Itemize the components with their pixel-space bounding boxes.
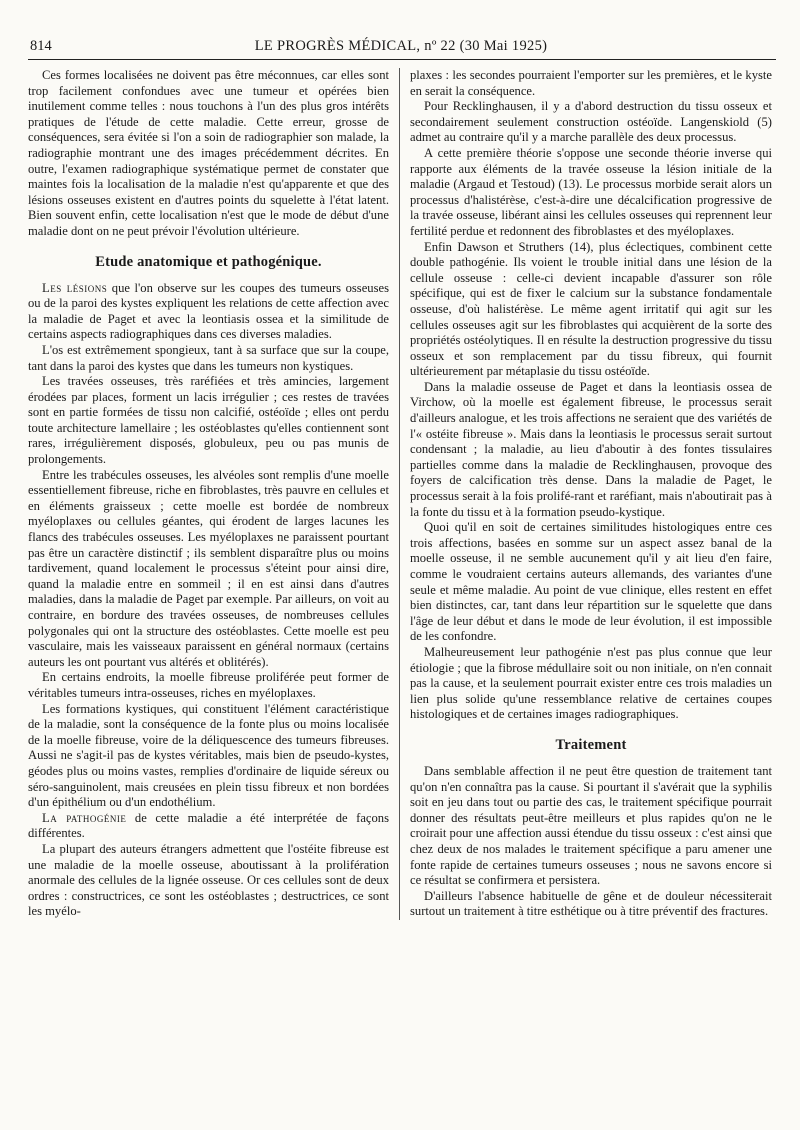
section-heading-treatment: Traitement — [555, 736, 627, 753]
right-column — [400, 68, 772, 920]
running-title: LE PROGRÈS MÉDICAL, nº 22 (30 Mai 1925) — [254, 38, 548, 54]
paragraph: La plupart des auteurs étrangers admettent que l'ostéite fibreuse est une maladie de la moelle osseuse, aboutissant à la prolifération anormale des cellules de la lignée osseuse. Or ces cellules sont de deux ordres : constructrices, ce sont les ostéoblastes ; destructrices, ce sont les myélo- — [28, 841, 389, 919]
running-header — [28, 38, 776, 60]
paragraph-continued: plaxes : les secondes pourraient l'emporter sur les premières, et le kyste en serait la conséquence. — [410, 68, 772, 98]
paragraph: Dans la maladie osseuse de Paget et dans la leontiasis ossea de Virchow, où la moelle est également fibreuse, le processus serait d'ailleurs analogue, et les trois affections ne seraient que des variétés de l'« ostéite fibreuse ». Mais dans la leontiasis le processus serait surtout condensant ; la maladie, au lieu d'aboutir à des fontes tissulaires partielles comme dans la maladie de Recklinghausen, provoque des foyers de calcification très dense. Dans la maladie de Paget, le processus serait à la fois prolifé-rant et raréfiant, mais n'aboutirait pas à la fonte du tissu et à la formation pseudo-kystique. — [410, 379, 772, 519]
paragraph: D'ailleurs l'absence habituelle de gêne et de douleur nécessiterait surtout un traitement à titre esthétique ou à titre préventif des fractures. — [410, 888, 772, 919]
paragraph: Ces formes localisées ne doivent pas être méconnues, car elles sont trop facilement confondues avec une tumeur et opérées bien inutilement comme telles : nous touchons à l'un des plus gros intérêts pratiques de l'étude de cette maladie. Cette erreur, grosse de conséquences, sera évitée si l'on a soin de radiographier son malade, la radiographie montrant une des images précédemment décrites. En outre, l'examen radiographique systématique permet de constater que maintes fois la localisation de la maladie n'est qu'apparente et que des lésions osseuses existent en d'autres points du squelette à l'état latent. Bien souvent enfin, cette localisation n'est que le mode de début d'une maladie dont on ne peut prévoir l'évolution ultérieure. — [28, 68, 389, 238]
paragraph: Pour Recklinghausen, il y a d'abord destruction du tissu osseux et secondairement seulement construction ostéoïde. Langenskiold (5) admet au contraire qu'il y a marche parallèle des deux processus. — [410, 99, 772, 145]
paragraph: Les travées osseuses, très raréfiées et très amincies, largement érodées par places, forment un lacis irrégulier ; ces restes de travées sont en partie formées de tissu non calcifié, ostéoïde ; elles ont perdu toute architecture lamellaire ; les ostéoblastes qu'elles contiennent sont rares, irrégulièrement disposés, globuleux, peu ou pas munis de prolongements. — [28, 374, 389, 467]
left-column — [28, 68, 400, 920]
lead-term-lesions: Les lésions — [42, 280, 108, 295]
section-heading-anatomy: Etude anatomique et pathogénique. — [95, 253, 322, 270]
paragraph-text: que l'on observe sur les coupes des tumeurs osseuses ou de la paroi des kystes expliquent les relations de cette affection avec la maladie de Paget et avec la leontiasis ossea et la similitude de certains aspects radiographiques dans ces diverses maladies. — [28, 280, 389, 342]
paragraph: Entre les trabécules osseuses, les alvéoles sont remplis d'une moelle essentiellement fibreuse, riche en fibroblastes, très pauvre en cellules et en éléments graisseux ; cette moelle est bordée de nombreux myéloplaxes ou cellules géantes, qui érodent de larges lacunes les flancs des trabécules osseuses. Les myéloplaxes ne paraissent pourtant pas être un caractère distinctif ; ils semblent disparaître plus ou moins tardivement, quand localement le processus s'éteint pour ainsi dire, quand la maladie entre en sommeil ; il en est ainsi dans d'autres maladies, dans la maladie de Paget par exemple. Par ailleurs, on voit au contraire, en bordure des travées osseuses, de nombreuses cellules polygonales qui ont la structure des ostéoblastes. Cette moelle est peu vasculaire, mais les vaisseaux paraissent en général normaux (certains auteurs les ont pourtant vus altérés et oblitérés). — [28, 467, 389, 669]
paragraph — [28, 281, 389, 343]
paragraph-text: de cette maladie a été interprétée de façons différentes. — [28, 810, 389, 841]
paragraph: Les formations kystiques, qui constituent l'élément caractéristique de la maladie, sont la conséquence de la fonte plus ou moins localisée de la moelle fibreuse, voire de la déliquescence des tumeurs fibreuses. Aussi ne s'agit-il pas de kystes véritables, mais bien de pseudo-kystes, géodes plus ou moins vastes, remplies d'ordinaire de liquide séreux ou séro-sanguinolent, mais creusées en plein tissu fibreux et non bordées d'un épithélium ou d'un endothélium. — [28, 701, 389, 810]
page-number: 814 — [30, 38, 52, 54]
paragraph — [28, 811, 389, 842]
paragraph: En certains endroits, la moelle fibreuse proliférée peut former de véritables tumeurs intra-osseuses, riches en myéloplaxes. — [28, 670, 389, 700]
text-columns — [28, 68, 776, 920]
paragraph: Enfin Dawson et Struthers (14), plus éclectiques, combinent cette double pathogénie. Ils voient le trouble initial dans une lésion de la cellule osseuse : celle-ci devient incapable d'assurer son rôle spécifique, qui est de fixer le calcium sur la substance fondamentale osseuse, d'où halistérèse. Le même agent irritatif qui agit sur les cellules osseuses agit sur les fibroblastes qui acquièrent de la sorte des propriétés ostéolytiques. Il en résulte la destruction progressive du tissu osseux et son remplacement par du tissu fibreux, qui fournit ultérieurement par métaplasie du tissu ostéoïde. — [410, 239, 772, 379]
paragraph: A cette première théorie s'oppose une seconde théorie inverse qui rapporte aux éléments de la travée osseuse la lésion initiale de la maladie (Argaud et Testoud) (13). Le processus morbide serait alors un processus d'halistérèse, c'est-à-dire une décalcification progressive de la travée osseuse, libérant ainsi les cellules osseuses qui reprennent leur fertilité perdue et redonnent des fibroblastes et des myéloplaxes. — [410, 145, 772, 238]
paragraph: Quoi qu'il en soit de certaines similitudes histologiques entre ces trois affections, basées en somme sur un aspect assez banal de la moelle osseuse, il ne semble aucunement qu'il y ait lieu d'en faire, comme le voudraient certains auteurs allemands, des variantes d'une seule et même maladie. Au point de vue clinique, elles restent en effet bien distinctes, car, tant dans leur répartition sur le squelette que dans l'âge de leur début et dans le mode de leur évolution, il est impossible de les confondre. — [410, 520, 772, 644]
paragraph: L'os est extrêmement spongieux, tant à sa surface que sur la coupe, tant dans la paroi des kystes que dans les tumeurs non kystiques. — [28, 342, 389, 373]
paragraph: Dans semblable affection il ne peut être question de traitement tant qu'on n'en connaîtra pas la cause. Si pourtant il s'avérait que la syphilis soit en jeu dans tout ou partie des cas, le traitement spécifique pourrait donner des résultats peut-être meilleurs et plus rapides qu'on ne le croirait pour une affection aussi étendue du tissu osseux : c'est ainsi que chez deux de nos malades le traitement spécifique a paru amener une fonte rapide de certaines tumeurs osseuses ; nous ne savons encore si ce résultat se confirmera et persistera. — [410, 763, 772, 888]
lead-term-pathogenie: La pathogénie — [42, 810, 127, 825]
paragraph: Malheureusement leur pathogénie n'est pas plus connue que leur étiologie ; que la fibrose médullaire soit ou non initiale, on n'en connait pas la cause, et la seulement pourrait exister entre ces trois maladies un lien plus solide qu'une ressemblance relative de certaines coupes histologiques et de certaines images radiographiques. — [410, 644, 772, 722]
